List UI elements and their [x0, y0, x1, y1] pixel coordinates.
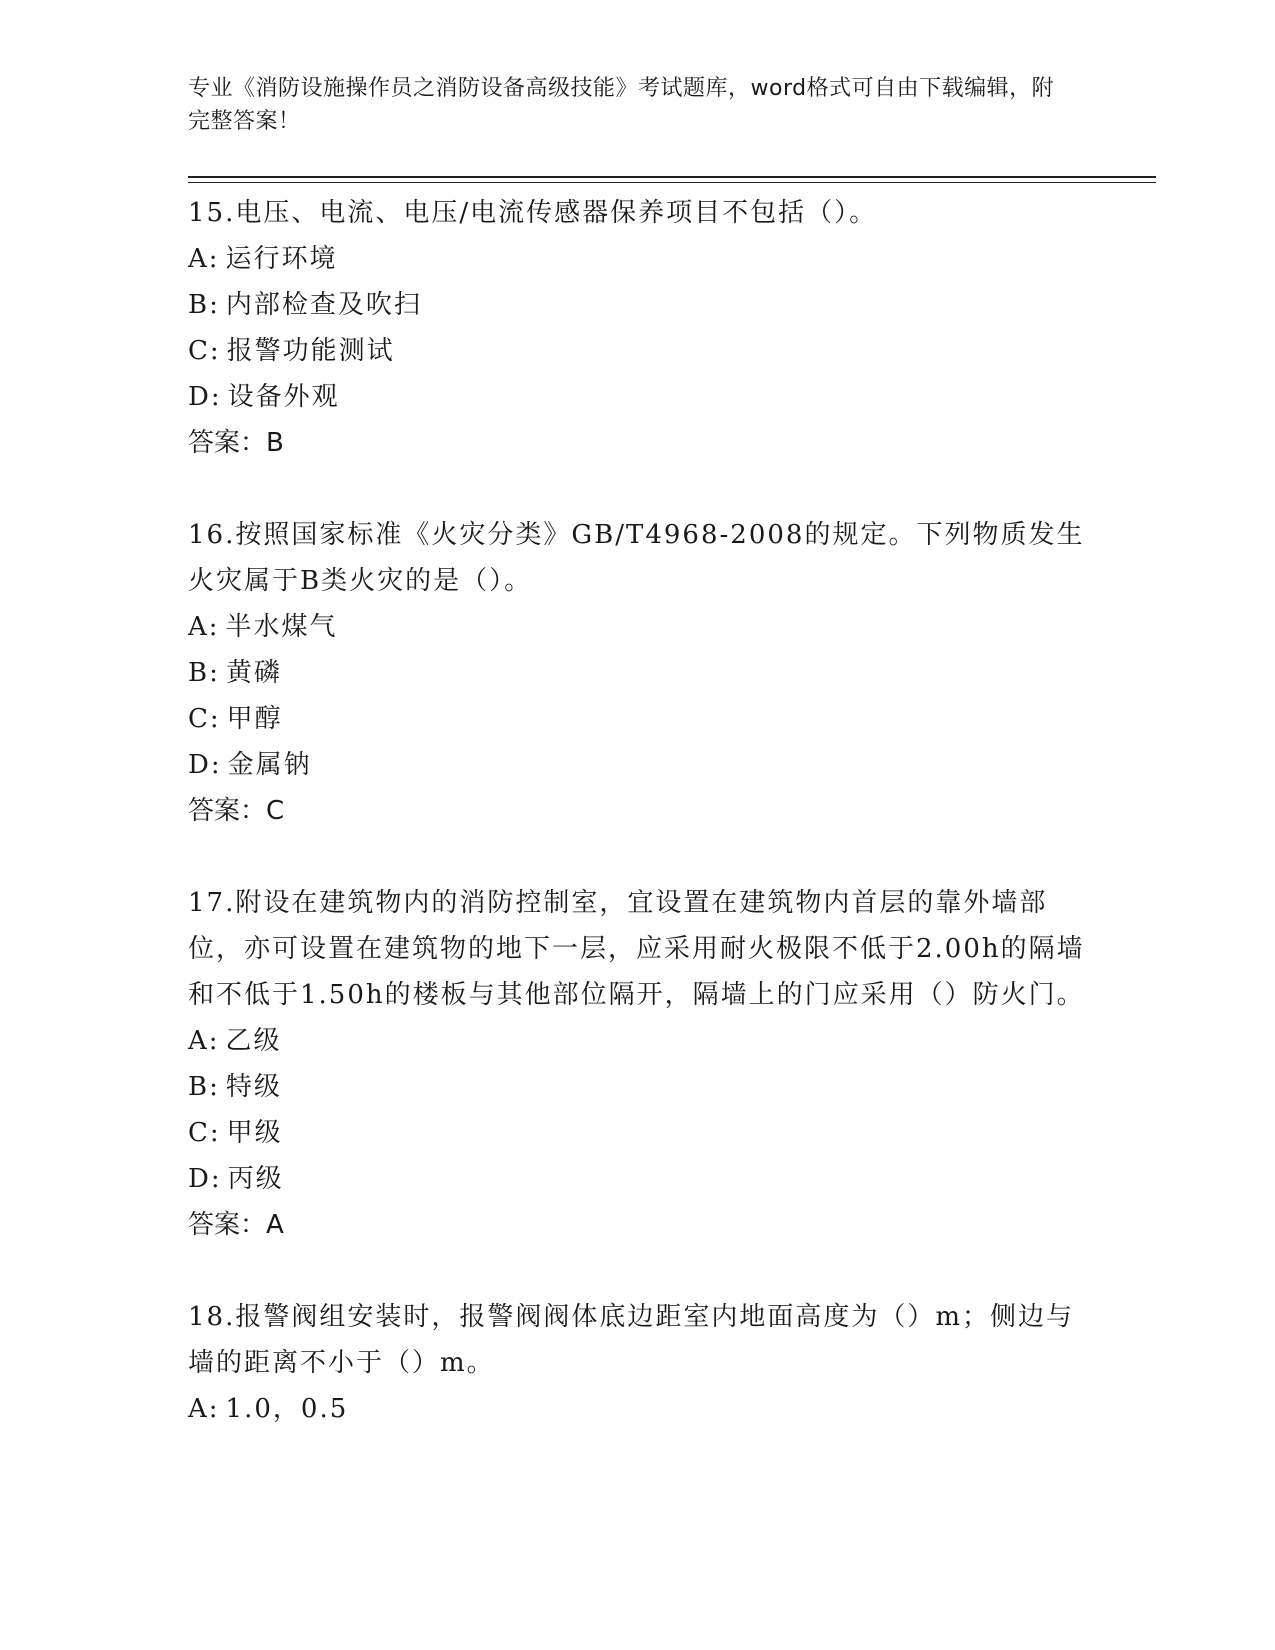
question-stem: 17.附设在建筑物内的消防控制室，宜设置在建筑物内首层的靠外墙部位，亦可设置在建筑物的地下一层，应采用耐火极限不低于2.00h的隔墙和不低于1.50h的楼板与其他部位隔开，隔墙上的门应采用（）防火门。 [188, 888, 1085, 1010]
option-text: 1.0，0.5 [225, 1394, 349, 1424]
question-17 [188, 880, 1088, 1248]
question-list [188, 190, 1088, 1478]
option-text: 运行环境 [225, 244, 338, 274]
answer-label: 答案： [188, 1210, 267, 1240]
option-letter: A [188, 244, 209, 274]
option-a: A: 运行环境 [188, 244, 338, 274]
answer-value: A [266, 1210, 284, 1240]
question-16 [188, 512, 1088, 834]
option-letter: D [188, 382, 211, 412]
option-letter: D [188, 750, 211, 780]
option-text: 甲醇 [226, 704, 283, 734]
option-d: D: 金属钠 [188, 750, 312, 780]
option-b: B: 内部检查及吹扫 [188, 290, 422, 320]
option-text: 内部检查及吹扫 [225, 290, 422, 320]
option-text: 特级 [225, 1072, 282, 1102]
option-text: 半水煤气 [225, 612, 338, 642]
option-letter: C [188, 336, 210, 366]
option-letter: C [188, 1118, 210, 1148]
option-text: 黄磷 [225, 658, 282, 688]
option-letter: D [188, 1164, 211, 1194]
answer-label: 答案： [188, 796, 267, 826]
answer-value: B [266, 428, 284, 458]
option-letter: A [188, 1394, 209, 1424]
option-text: 报警功能测试 [226, 336, 395, 366]
option-letter: B [188, 658, 210, 688]
answer-line [188, 788, 1088, 834]
option-letter: A [188, 612, 209, 642]
option-a: A: 乙级 [188, 1026, 282, 1056]
answer-line [188, 420, 1088, 466]
option-b: B: 特级 [188, 1072, 282, 1102]
question-stem: 18.报警阀组安装时，报警阀阀体底边距室内地面高度为（）m；侧边与墙的距离不小于（）m。 [188, 1302, 1075, 1378]
option-b: B: 黄磷 [188, 658, 282, 688]
option-letter: C [188, 704, 210, 734]
option-d: D: 丙级 [188, 1164, 284, 1194]
question-18 [188, 1294, 1088, 1432]
question-15 [188, 190, 1088, 466]
option-c: C: 甲级 [188, 1118, 283, 1148]
document-header: 专业《消防设施操作员之消防设备高级技能》考试题库，word格式可自由下载编辑，附完整答案！ [188, 76, 1055, 134]
option-text: 金属钠 [227, 750, 312, 780]
option-text: 乙级 [225, 1026, 282, 1056]
header-divider-thick [188, 176, 1156, 178]
question-stem: 16.按照国家标准《火灾分类》GB/T4968-2008的规定。下列物质发生火灾属于B类火灾的是（）。 [188, 520, 1085, 596]
answer-label: 答案： [188, 428, 267, 458]
option-letter: B [188, 290, 210, 320]
answer-value: C [266, 796, 285, 826]
option-a: A: 半水煤气 [188, 612, 338, 642]
option-letter: B [188, 1072, 210, 1102]
option-text: 丙级 [227, 1164, 284, 1194]
option-d: D: 设备外观 [188, 382, 340, 412]
option-text: 设备外观 [227, 382, 340, 412]
option-letter: A [188, 1026, 209, 1056]
answer-line [188, 1202, 1088, 1248]
option-a: A: 1.0，0.5 [188, 1394, 349, 1424]
option-text: 甲级 [226, 1118, 283, 1148]
header-divider-thin [188, 182, 1156, 183]
option-c: C: 甲醇 [188, 704, 283, 734]
option-c: C: 报警功能测试 [188, 336, 395, 366]
question-stem: 15.电压、电流、电压/电流传感器保养项目不包括（）。 [188, 198, 878, 228]
